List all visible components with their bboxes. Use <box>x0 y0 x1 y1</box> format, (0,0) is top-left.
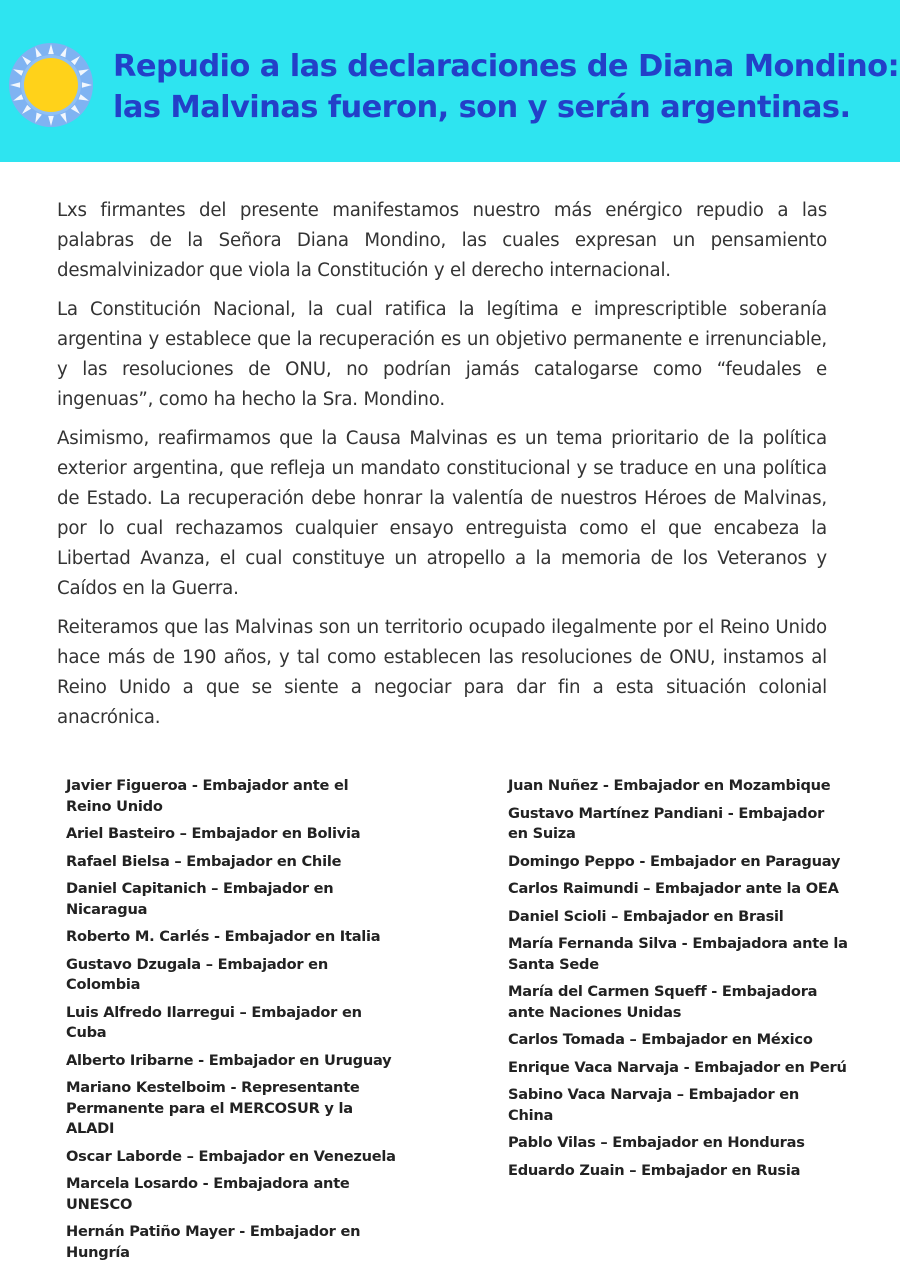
signatory: Gustavo Martínez Pandiani - Embajador en Suiza <box>508 804 825 842</box>
signatory: Sabino Vaca Narvaja – Embajador en China <box>508 1086 800 1124</box>
signatory: Domingo Peppo - Embajador en Paraguay <box>508 852 841 870</box>
signatories-right-column <box>508 776 848 1188</box>
signatory: Marcela Losardo - Embajadora ante UNESCO <box>66 1175 350 1213</box>
signatory: Roberto M. Carlés - Embajador en Italia <box>66 928 381 945</box>
signatory: María Fernanda Silva - Embajadora ante la Santa Sede <box>508 935 848 973</box>
header-banner <box>0 0 900 162</box>
signatory: Mariano Kestelboim - Representante Permanente para el MERCOSUR y la ALADI <box>66 1079 360 1137</box>
sun-emblem-icon <box>8 42 94 128</box>
title-line-2: las Malvinas fueron, son y serán argentinas. <box>113 90 851 125</box>
signatory: María del Carmen Squeff - Embajadora ante Naciones Unidas <box>508 983 818 1021</box>
paragraph-2: La Constitución Nacional, la cual ratifica la legítima e imprescriptible soberanía argentina y establece que la recuperación es un objetivo permanente e irrenunciable, y las resoluciones de ONU, no podrían jamás catalogarse como “feudales e ingenuas”, como ha hecho la Sra. Mondino. <box>57 299 827 410</box>
signatory: Enrique Vaca Narvaja - Embajador en Perú <box>508 1058 847 1076</box>
signatories-left-column <box>66 776 396 1270</box>
signatory: Carlos Tomada – Embajador en México <box>508 1031 813 1048</box>
signatory: Juan Nuñez - Embajador en Mozambique <box>508 777 831 794</box>
signatory: Oscar Laborde – Embajador en Venezuela <box>66 1147 396 1165</box>
paragraph-4: Reiteramos que las Malvinas son un territorio ocupado ilegalmente por el Reino Unido hace más de 190 años, y tal como establecen las resoluciones de ONU, instamos al Reino Unido a que se siente a negociar para dar fin a esta situación colonial anacrónica. <box>57 617 827 728</box>
title-line-1: Repudio a las declaraciones de Diana Mondino: <box>113 49 900 84</box>
signatory: Ariel Basteiro – Embajador en Bolivia <box>66 825 361 842</box>
signatory: Daniel Scioli – Embajador en Brasil <box>508 907 784 925</box>
signatory: Javier Figueroa - Embajador ante el Reino Unido <box>66 777 349 815</box>
signatory: Hernán Patiño Mayer - Embajador en Hungría <box>66 1223 361 1261</box>
page-title <box>113 46 900 128</box>
signatory: Carlos Raimundi – Embajador ante la OEA <box>508 880 839 897</box>
paragraph-1: Lxs firmantes del presente manifestamos nuestro más enérgico repudio a las palabras de la Señora Diana Mondino, las cuales expresan un pensamiento desmalvinizador que viola la Constitución y el derecho internacional. <box>57 200 827 281</box>
signatory: Gustavo Dzugala – Embajador en Colombia <box>66 955 328 993</box>
signatory: Alberto Iribarne - Embajador en Uruguay <box>66 1051 392 1069</box>
signatory: Rafael Bielsa – Embajador en Chile <box>66 852 342 870</box>
statement-body <box>57 196 827 742</box>
signatory: Eduardo Zuain – Embajador en Rusia <box>508 1161 801 1179</box>
paragraph-3: Asimismo, reafirmamos que la Causa Malvinas es un tema prioritario de la política exterior argentina, que refleja un mandato constitucional y se traduce en una política de Estado. La recuperación debe honrar la valentía de nuestros Héroes de Malvinas, por lo cual rechazamos cualquier ensayo entreguista como el que encabeza la Libertad Avanza, el cual constituye un atropello a la memoria de los Veteranos y Caídos en la Guerra. <box>57 428 827 599</box>
signatory: Luis Alfredo Ilarregui – Embajador en Cuba <box>66 1003 362 1041</box>
signatory: Daniel Capitanich – Embajador en Nicaragua <box>66 880 334 918</box>
signatory: Pablo Vilas – Embajador en Honduras <box>508 1134 805 1151</box>
